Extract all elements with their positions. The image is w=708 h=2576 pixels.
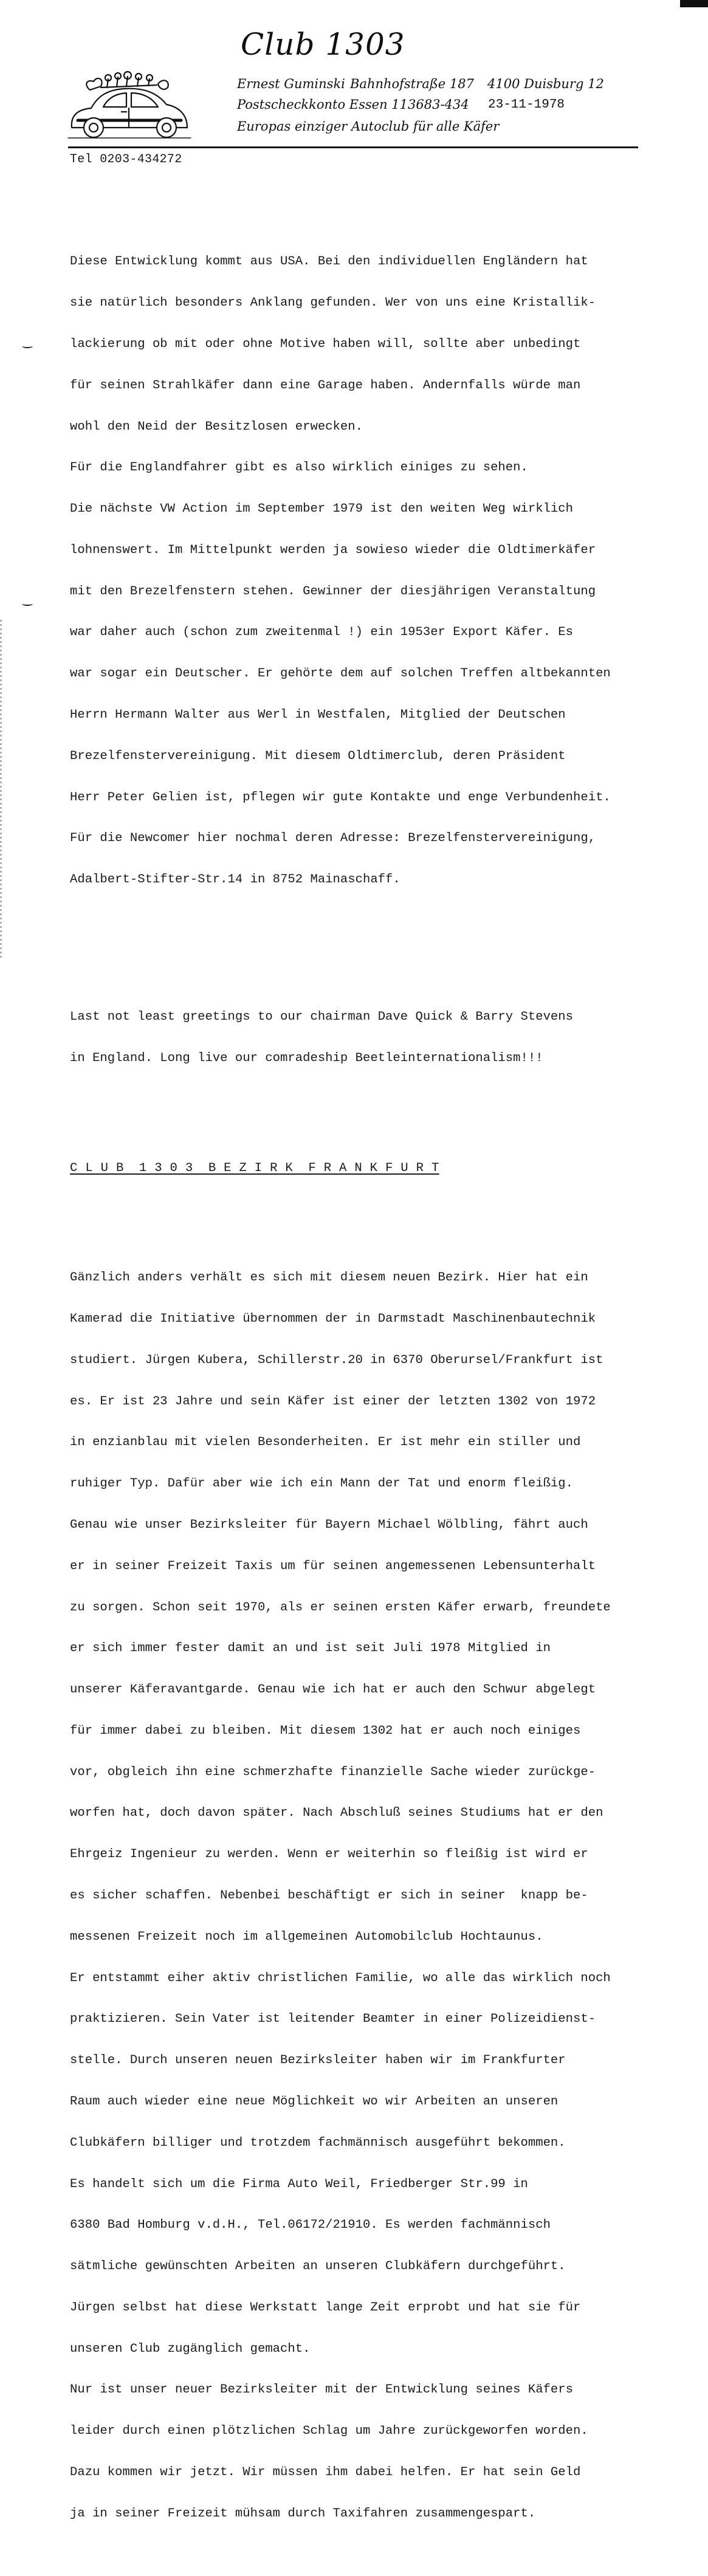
scan-edge-marks xyxy=(0,620,2,960)
section-heading: C L U B 1 3 0 3 B E Z I R K F R A N K F U R T xyxy=(70,1161,439,1175)
text-line: Ehrgeiz Ingenieur zu werden. Wenn er weiterhin so fleißig ist wird er xyxy=(70,1847,588,1862)
text-line: lohnenswert. Im Mittelpunkt werden ja sowieso wieder die Oldtimerkäfer xyxy=(70,543,596,557)
text-line: war daher auch (schon zum zweitenmal !) ein 1953er Export Käfer. Es xyxy=(70,625,574,640)
text-line: unserer Käferavantgarde. Genau wie ich hat er auch den Schwur abgelegt xyxy=(70,1683,596,1697)
text-line: Herrn Hermann Walter aus Werl in Westfalen, Mitglied der Deutschen xyxy=(70,707,566,722)
text-line: für seinen Strahlkäfer dann eine Garage haben. Andernfalls würde man xyxy=(70,378,581,393)
beetle-car-logo xyxy=(66,72,193,143)
text-line: lackierung ob mit oder ohne Motive haben will, sollte aber unbedingt xyxy=(70,337,581,351)
header-street: Bahnhofstraße 187 xyxy=(350,77,474,91)
paragraph-gap xyxy=(70,1203,678,1217)
text-line: Adalbert-Stifter-Str.14 in 8752 Mainaschaff. xyxy=(70,873,400,887)
text-line: Clubkäfern billiger und trotzdem fachmännisch ausgeführt bekommen. xyxy=(70,2135,566,2150)
text-line: studiert. Jürgen Kubera, Schillerstr.20 in 6370 Oberursel/Frankfurt ist xyxy=(70,1353,603,1367)
text-line: es. Er ist 23 Jahre und sein Käfer ist einer der letzten 1302 von 1972 xyxy=(70,1394,596,1409)
text-line: Für die Englandfahrer gibt es also wirklich einiges zu sehen. xyxy=(70,461,528,475)
text-line: mit den Brezelfenstern stehen. Gewinner der diesjährigen Veranstaltung xyxy=(70,584,596,599)
header-account: Postscheckkonto Essen 113683-434 xyxy=(237,97,469,112)
telephone: Tel 0203-434272 xyxy=(70,153,182,167)
header-name: Ernest Guminski xyxy=(237,77,345,91)
scan-mark xyxy=(22,344,33,348)
text-line: Genau wie unser Bezirksleiter für Bayern Michael Wölbling, fährt auch xyxy=(70,1518,588,1532)
letter-body xyxy=(70,201,678,2576)
text-line: Diese Entwicklung kommt aus USA. Bei den individuellen Engländern hat xyxy=(70,255,588,269)
text-line: Für die Newcomer hier nochmal deren Adresse: Brezelfenstervereinigung, xyxy=(70,831,596,846)
text-line: Dazu kommen wir jetzt. Wir müssen ihm dabei helfen. Er hat sein Geld xyxy=(70,2465,581,2479)
paragraph-greetings xyxy=(70,983,678,1093)
text-line: ja in seiner Freizeit mühsam durch Taxifahren zusammengespart. xyxy=(70,2506,536,2521)
text-line: Gänzlich anders verhält es sich mit diesem neuen Bezirk. Hier hat ein xyxy=(70,1271,588,1285)
text-line: sätmliche gewünschten Arbeiten an unseren Clubkäfern durchgeführt. xyxy=(70,2259,566,2274)
text-line: stelle. Durch unseren neuen Bezirksleiter haben wir im Frankfurter xyxy=(70,2053,566,2068)
text-line: wohl den Neid der Besitzlosen erwecken. xyxy=(70,419,363,434)
paragraph-gap xyxy=(70,1121,678,1135)
text-line: Kamerad die Initiative übernommen der in Darmstadt Maschinenbautechnik xyxy=(70,1312,596,1327)
header-slogan-line xyxy=(237,119,626,136)
text-line: 6380 Bad Homburg v.d.H., Tel.06172/21910. Es werden fachmännisch xyxy=(70,2218,551,2233)
text-line: für immer dabei zu bleiben. Mit diesem 1302 hat er auch noch einiges xyxy=(70,1723,581,1738)
scan-corner-mark xyxy=(680,0,708,7)
text-line: Last not least greetings to our chairman Dave Quick & Barry Stevens xyxy=(70,1010,574,1025)
header-rule xyxy=(68,146,638,148)
paragraph-gap xyxy=(70,942,678,956)
text-line: worfen hat, doch davon später. Nach Abschluß seines Studiums hat er den xyxy=(70,1806,603,1821)
text-line: zu sorgen. Schon seit 1970, als er seinen ersten Käfer erwarb, freundete xyxy=(70,1600,611,1615)
text-line: vor, obgleich ihn eine schmerzhafte finanzielle Sache wieder zurückge- xyxy=(70,1765,596,1779)
header-address-line xyxy=(237,77,626,94)
text-line: unseren Club zugänglich gemacht. xyxy=(70,2341,311,2356)
text-line: es sicher schaffen. Nebenbei beschäftigt er sich in seiner knapp be- xyxy=(70,1889,588,1903)
text-line: Es handelt sich um die Firma Auto Weil, Friedberger Str.99 in xyxy=(70,2177,528,2191)
text-line: praktizieren. Sein Vater ist leitender Beamter in einer Polizeidienst- xyxy=(70,2012,596,2027)
paragraph-vw-action xyxy=(70,228,678,915)
text-line: Er entstammt eiher aktiv christlichen Familie, wo alle das wirklich noch xyxy=(70,1971,611,1985)
text-line: Raum auch wieder eine neue Möglichkeit wo wir Arbeiten an unseren xyxy=(70,2094,558,2109)
text-line: war sogar ein Deutscher. Er gehörte dem auf solchen Treffen altbekannten xyxy=(70,667,611,681)
text-line: sie natürlich besonders Anklang gefunden. Wer von uns eine Kristallik- xyxy=(70,296,596,311)
text-line: leider durch einen plötzlichen Schlag um Jahre zurückgeworfen worden. xyxy=(70,2424,588,2439)
text-line: in England. Long live our comradeship Beetleinternationalism!!! xyxy=(70,1051,543,1065)
letter-date: 23-11-1978 xyxy=(488,98,565,112)
text-line: Jürgen selbst hat diese Werkstatt lange Zeit erprobt und hat sie für xyxy=(70,2300,581,2315)
text-line: messenen Freizeit noch im allgemeinen Automobilclub Hochtaunus. xyxy=(70,1929,543,1944)
text-line: Nur ist unser neuer Bezirksleiter mit der Entwicklung seines Käfers xyxy=(70,2383,574,2397)
text-line: er in seiner Freizeit Taxis um für seinen angemessenen Lebensunterhalt xyxy=(70,1559,596,1573)
text-line: in enzianblau mit vielen Besonderheiten. Er ist mehr ein stiller und xyxy=(70,1435,581,1450)
club-title: Club 1303 xyxy=(241,27,405,62)
header-account-line xyxy=(237,97,626,114)
text-line: Brezelfenstervereinigung. Mit diesem Oldtimerclub, deren Präsident xyxy=(70,749,566,763)
scan-mark xyxy=(22,602,33,606)
header-city: 4100 Duisburg 12 xyxy=(487,77,604,91)
header-slogan: Europas einziger Autoclub für alle Käfer xyxy=(237,119,500,134)
text-line: Herr Peter Gelien ist, pflegen wir gute Kontakte und enge Verbundenheit. xyxy=(70,790,611,805)
paragraph-bezirk-frankfurt xyxy=(70,1244,678,2548)
text-line: ruhiger Typ. Dafür aber wie ich ein Mann der Tat und enorm fleißig. xyxy=(70,1477,574,1491)
text-line: Die nächste VW Action im September 1979 ist den weiten Weg wirklich xyxy=(70,502,574,517)
text-line: er sich immer fester damit an und ist seit Juli 1978 Mitglied in xyxy=(70,1641,551,1656)
